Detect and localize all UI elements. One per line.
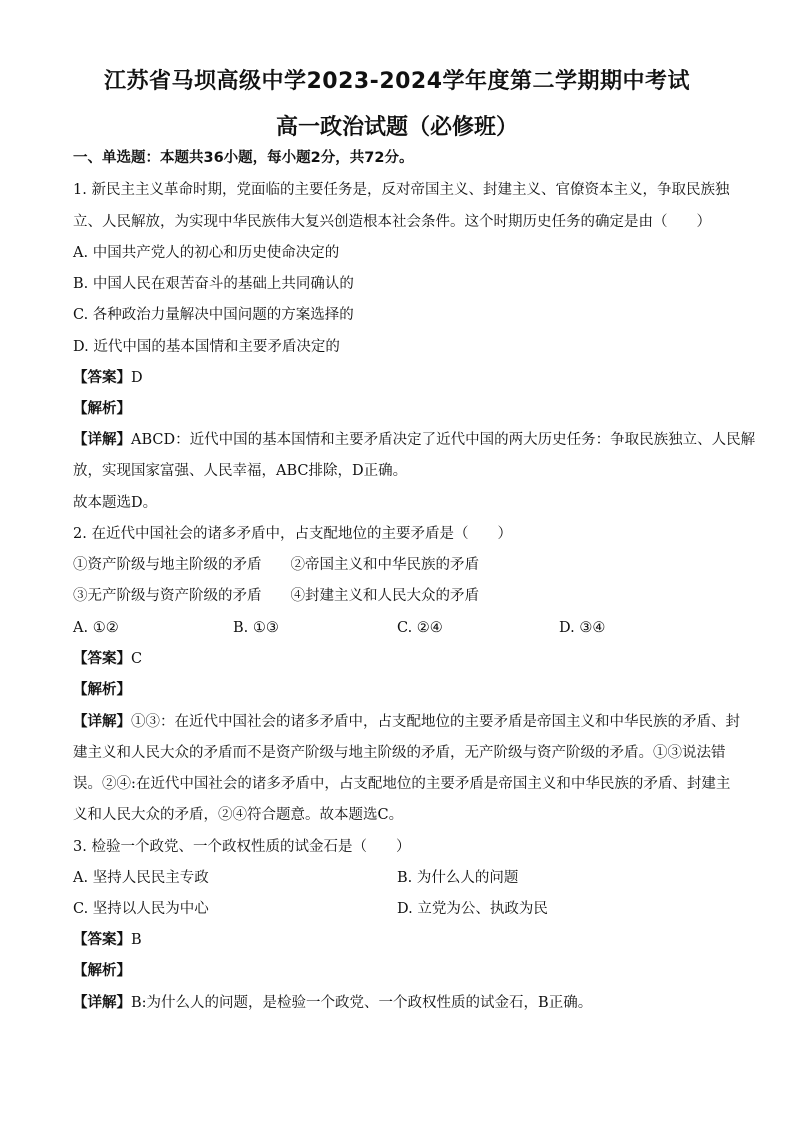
analysis-tag: 【解析】	[73, 963, 131, 979]
q2-items-row-1: ①资产阶级与地主阶级的矛盾 ②帝国主义和中华民族的矛盾	[73, 557, 479, 573]
q1-stem-line-1: 1. 新民主主义革命时期，党面临的主要任务是，反对帝国主义、封建主义、官僚资本主义，争取民族独	[73, 182, 730, 198]
detail-tag: 【详解】	[73, 714, 131, 730]
q1-detail-line-2: 放，实现国家富强、人民幸福，ABC排除，D正确。	[73, 463, 408, 479]
q1-analysis	[73, 399, 131, 419]
answer-value: B	[131, 932, 142, 948]
q1-answer	[73, 368, 143, 388]
q2-items-row-2: ③无产阶级与资产阶级的矛盾 ④封建主义和人民大众的矛盾	[73, 588, 479, 604]
q1-option-d: D. 近代中国的基本国情和主要矛盾决定的	[73, 339, 340, 355]
analysis-tag: 【解析】	[73, 401, 131, 417]
q2-answer	[73, 649, 142, 669]
detail-tag: 【详解】	[73, 995, 131, 1011]
section-heading: 一、单选题：本题共36小题，每小题2分，共72分。	[73, 150, 414, 166]
q3-stem: 3. 检验一个政党、一个政权性质的试金石是（ ）	[73, 839, 411, 855]
detail-text: ①③：在近代中国社会的诸多矛盾中，占支配地位的主要矛盾是帝国主义和中华民族的矛盾、封	[131, 714, 740, 730]
exam-subtitle: 高一政治试题（必修班）	[275, 115, 518, 140]
q2-stem: 2. 在近代中国社会的诸多矛盾中，占支配地位的主要矛盾是（ ）	[73, 526, 512, 542]
detail-text: B:为什么人的问题，是检验一个政党、一个政权性质的试金石，B正确。	[131, 995, 593, 1011]
analysis-tag: 【解析】	[73, 682, 131, 698]
q1-detail-line-1	[73, 430, 755, 450]
q2-option-b: B. ①③	[233, 620, 279, 636]
answer-tag: 【答案】	[73, 370, 131, 386]
q2-option-c: C. ②④	[397, 620, 443, 636]
answer-tag: 【答案】	[73, 651, 131, 667]
q1-stem-line-2: 立、人民解放，为实现中华民族伟大复兴创造根本社会条件。这个时期历史任务的确定是由（ ）	[73, 214, 711, 230]
q3-option-a: A. 坚持人民民主专政	[73, 870, 209, 886]
detail-text: ABCD：近代中国的基本国情和主要矛盾决定了近代中国的两大历史任务：争取民族独立、人民解	[131, 432, 756, 448]
q3-answer	[73, 930, 142, 950]
q1-option-a: A. 中国共产党人的初心和历史使命决定的	[73, 245, 340, 261]
q2-detail-line-1	[73, 712, 740, 732]
q2-option-d: D. ③④	[559, 620, 606, 636]
q2-detail-line-4: 义和人民大众的矛盾，②④符合题意。故本题选C。	[73, 807, 404, 823]
q2-option-a: A. ①②	[73, 620, 119, 636]
q3-option-c: C. 坚持以人民为中心	[73, 901, 209, 917]
q2-detail-line-2: 建主义和人民大众的矛盾而不是资产阶级与地主阶级的矛盾，无产阶级与资产阶级的矛盾。①③说法错	[73, 745, 726, 761]
q1-option-b: B. 中国人民在艰苦奋斗的基础上共同确认的	[73, 276, 354, 292]
exam-title: 江苏省马坝高级中学2023-2024学年度第二学期期中考试	[103, 69, 691, 94]
q3-analysis	[73, 961, 131, 981]
q2-detail-line-3: 误。②④:在近代中国社会的诸多矛盾中，占支配地位的主要矛盾是帝国主义和中华民族的矛盾、封建主	[73, 776, 731, 792]
detail-tag: 【详解】	[73, 432, 131, 448]
answer-value: D	[131, 370, 143, 386]
q1-conclusion: 故本题选D。	[73, 495, 158, 511]
q3-option-d: D. 立党为公、执政为民	[397, 901, 548, 917]
q2-analysis	[73, 680, 131, 700]
answer-tag: 【答案】	[73, 932, 131, 948]
q3-option-b: B. 为什么人的问题	[397, 870, 519, 886]
q3-detail-line-1	[73, 993, 592, 1013]
answer-value: C	[131, 651, 143, 667]
q1-option-c: C. 各种政治力量解决中国问题的方案选择的	[73, 307, 354, 323]
